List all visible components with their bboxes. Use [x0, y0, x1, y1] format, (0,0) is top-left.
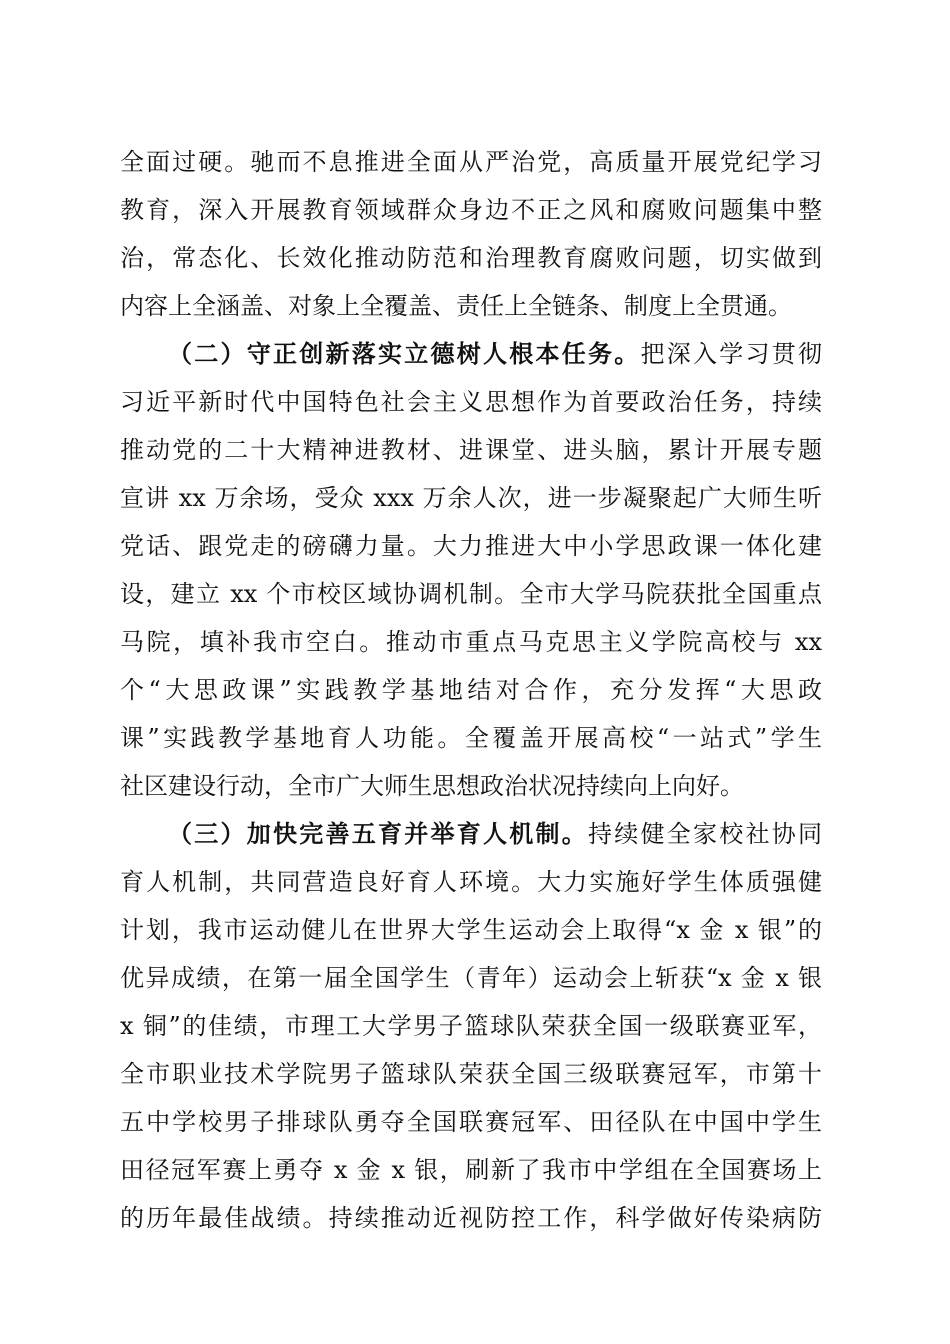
paragraph-3-line-7: 五中学校男子排球队勇夺全国联赛冠军、田径队在中国中学生 [120, 1108, 822, 1136]
paragraph-2-line-3: 推动党的二十大精神进教材、进课堂、进头脑，累计开展专题 [120, 436, 822, 464]
paragraph-2-line-5: 党话、跟党走的磅礴力量。大力推进大中小学思政课一体化建 [120, 532, 822, 560]
document-body [120, 138, 822, 1242]
paragraph-1-line-4: 内容上全涵盖、对象上全覆盖、责任上全链条、制度上全贯通。 [120, 292, 792, 320]
paragraph-3-line-2: 育人机制，共同营造良好育人环境。大力实施好学生体质强健 [120, 868, 822, 896]
paragraph-2-first-line-text: 把深入学习贯彻 [640, 340, 822, 368]
paragraph-2-line-10: 社区建设行动，全市广大师生思想政治状况持续向上向好。 [120, 772, 744, 800]
paragraph-3-line-9: 的历年最佳战绩。持续推动近视防控工作，科学做好传染病防 [120, 1204, 822, 1232]
paragraph-1-line-1: 全面过硬。驰而不息推进全面从严治党，高质量开展党纪学习 [120, 148, 822, 176]
paragraph-3-first-line-text: 持续健全家校社协同 [588, 820, 822, 848]
paragraph-2-first-line [120, 330, 822, 378]
paragraph-1-line-3: 治，常态化、长效化推动防范和治理教育腐败问题，切实做到 [120, 244, 822, 272]
paragraph-3-line-6: 全市职业技术学院男子篮球队荣获全国三级联赛冠军，市第十 [120, 1060, 822, 1088]
paragraph-3-line-8: 田径冠军赛上勇夺 x 金 x 银，刷新了我市中学组在全国赛场上 [120, 1156, 822, 1184]
section-heading-2: （二）守正创新落实立德树人根本任务。 [168, 339, 641, 368]
paragraph-3-line-3: 计划，我市运动健儿在世界大学生运动会上取得“x 金 x 银”的 [120, 916, 822, 944]
paragraph-1-line-2: 教育，深入开展教育领域群众身边不正之风和腐败问题集中整 [120, 196, 822, 224]
paragraph-2-line-8: 个“大思政课”实践教学基地结对合作，充分发挥“大思政 [120, 676, 822, 704]
paragraph-2-line-2: 习近平新时代中国特色社会主义思想作为首要政治任务，持续 [120, 388, 822, 416]
paragraph-3-line-5: x 铜”的佳绩，市理工大学男子篮球队荣获全国一级联赛亚军， [120, 1012, 822, 1040]
paragraph-3-first-line [120, 810, 822, 858]
paragraph-2-line-7: 马院，填补我市空白。推动市重点马克思主义学院高校与 xx [120, 628, 822, 656]
paragraph-2-line-9: 课”实践教学基地育人功能。全覆盖开展高校“一站式”学生 [120, 724, 822, 752]
section-heading-3: （三）加快完善五育并举育人机制。 [168, 819, 588, 848]
paragraph-2-line-6: 设，建立 xx 个市校区域协调机制。全市大学马院获批全国重点 [120, 580, 822, 608]
paragraph-2-line-4: 宣讲 xx 万余场，受众 xxx 万余人次，进一步凝聚起广大师生听 [120, 484, 822, 512]
paragraph-3-line-4: 优异成绩，在第一届全国学生（青年）运动会上斩获“x 金 x 银 [120, 964, 822, 992]
